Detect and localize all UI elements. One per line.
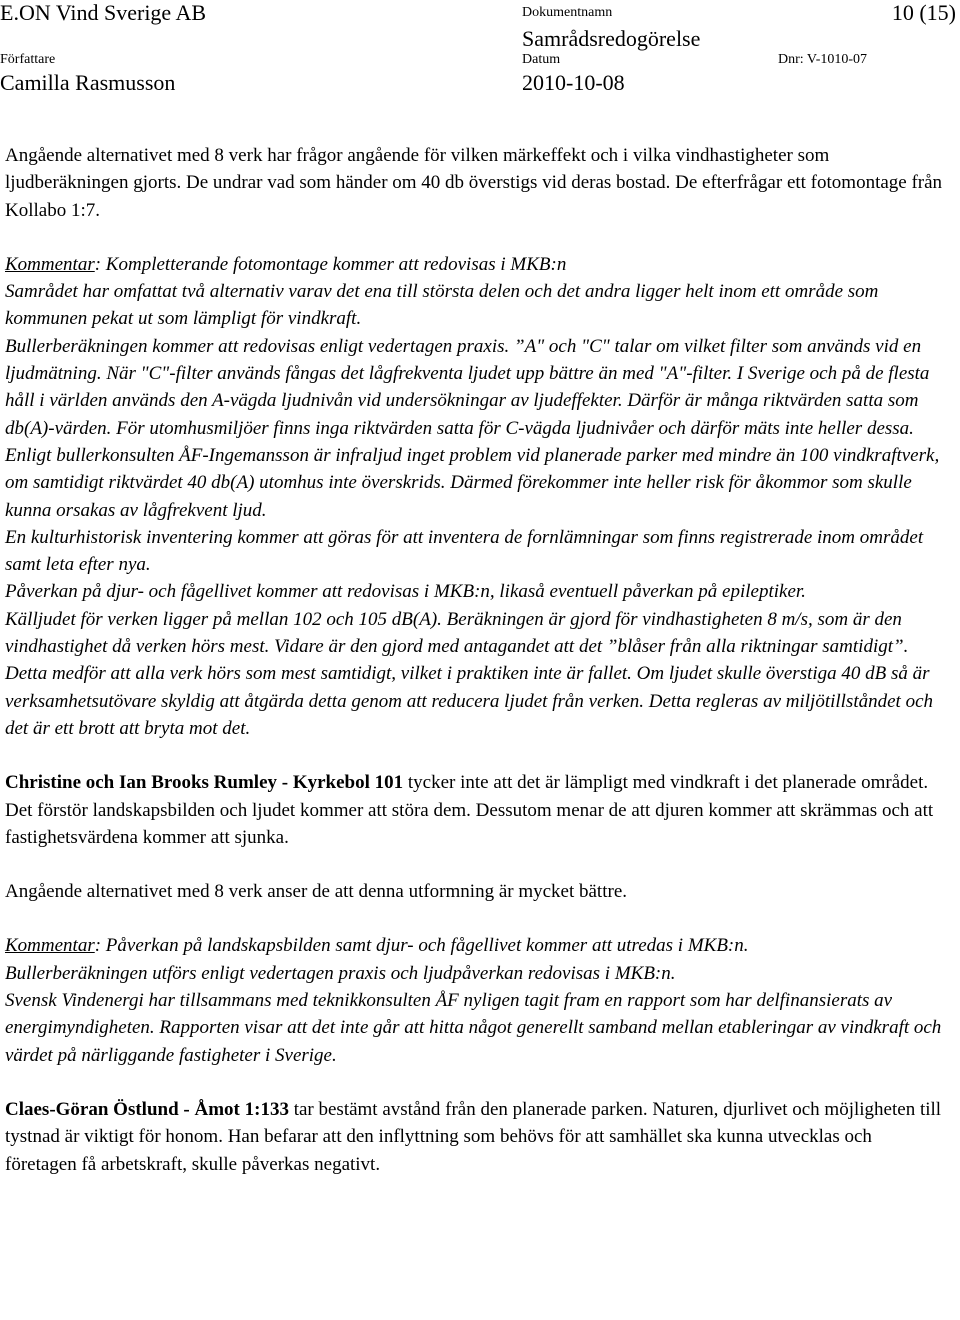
doc-name-label: Dokumentnamn [522,5,613,20]
date-label: Datum [522,52,561,67]
comment-line: Samrådet har omfattat två alternativ varav det ena till största delen och det andra ligger helt inom ett område som kommunen pekat ut som lämpligt för vindkraft. [5,281,879,330]
document-date: 2010-10-08 [522,70,625,95]
comment-line: Bullerberäkningen utförs enligt vedertagen praxis och ljudpåverkan redovisas i MKB:n. [5,962,676,984]
comment-block-1 [5,251,945,742]
paragraph-alternative-opinion: Angående alternativet med 8 verk anser de att denna utformning är mycket bättre. [5,881,627,903]
dnr: Dnr: V-1010-07 [778,52,868,67]
author-name: Camilla Rasmusson [0,70,176,95]
comment-line: : Kompletterande fotomontage kommer att redovisas i MKB:n [94,253,567,275]
comment-line: Påverkan på djur- och fågellivet kommer att redovisas i MKB:n, likaså eventuell påverkan på epileptiker. [5,581,806,603]
comment-line: Källjudet för verken ligger på mellan 102 och 105 dB(A). Beräkningen är gjord för vindhastigheten 8 m/s, som är den vindhastighet då verken hörs mest. Vidare är den gjord med antagandet att det ”blåser från alla riktningar samtidigt”. Detta medför att alla verk hörs som mest samtidigt, vilket i praktiken inte är fallet. Om ljudet skulle överstiga 40 dB så är verksamhetsutövare skyldig att åtgärda detta genom att reducera ljudet från verken. Detta regleras av miljötillståndet och det är ett brott att bryta mot det. [5,608,934,739]
document-header [0,0,960,100]
stakeholder-name: Christine och Ian Brooks Rumley - Kyrkebol 101 [5,772,404,794]
stakeholder-name: Claes-Göran Östlund - Åmot 1:133 [5,1098,289,1120]
comment-line: : Påverkan på landskapsbilden samt djur- och fågellivet kommer att utredas i MKB:n. [94,935,749,957]
paragraph-rumley: Christine och Ian Brooks Rumley - Kyrkebol 101 tycker inte att det är lämpligt med vindkraft i det planerade området. Det förstör landskapsbilden och ljudet kommer att störa dem. Dessutom menar de att djuren kommer att skrämmas och att fastighetsvärdena kommer att sjunka. [5,772,934,848]
comment-label: Kommentar [5,253,95,275]
comment-block-2 [5,932,945,1068]
author-label: Författare [0,52,56,67]
company-name: E.ON Vind Sverige AB [0,0,207,25]
paragraph-alternative-questions: Angående alternativet med 8 verk har frågor angående för vilken märkeffekt och i vilka vindhastigheter som ljudberäkningen gjorts. De undrar vad som händer om 40 db överstigs vid deras bostad. De efterfrågar ett fotomontage från Kollabo 1:7. [5,145,943,221]
paragraph-ostlund: Claes-Göran Östlund - Åmot 1:133 tar bestämt avstånd från den planerade parken. Naturen, djurlivet och möjligheten till tystnad är viktigt för honom. Han befarar att den inflyttning som behövs för att samhället ska kunna utvecklas och företagen få arbetskraft, skulle påverkas negativt. [5,1098,942,1175]
doc-name: Samrådsredogörelse [522,26,701,51]
comment-line: En kulturhistorisk inventering kommer att göras för att inventera de fornlämningar som finns registrerade inom området samt leta efter nya. [5,526,924,576]
page-number: 10 (15) [891,0,956,25]
comment-label: Kommentar [5,935,95,957]
comment-line: Bullerberäkningen kommer att redovisas enligt vedertagen praxis. ”A" och "C" talar om vilket filter som används vid en ljudmätning. När "C"-filter används fångas det lågfrekventa ljudet upp bättre än med "A"-filter. I Sverige och på de flesta håll i världen används den A-vägda ljudnivån vid undersökningar av ljudeffekter. Därför är många riktvärden satta som db(A)-värden. För utomhusmiljöer finns inga riktvärden satta för C-vägda ljudnivåer och därför mäts inte heller dessa. Enligt bullerkonsulten ÅF-Ingemansson är infraljud inget problem vid planerade parker med mindre än 100 vindkraftverk, om samtidigt riktvärdet 40 db(A) utomhus inte överskrids. Därmed förekommer inte heller risk för åkommor som skulle kunna orsakas av lågfrekvent ljud. [5,335,940,521]
comment-line: Svensk Vindenergi har tillsammans med teknikkonsulten ÅF nyligen tagit fram en rapport som har delfinansierats av energimyndigheten. Rapporten visar att det inte går att hitta något generellt samband mellan etableringar av vindkraft och värdet på närliggande fastigheter i Sverige. [5,990,942,1066]
document-body [5,142,945,1178]
